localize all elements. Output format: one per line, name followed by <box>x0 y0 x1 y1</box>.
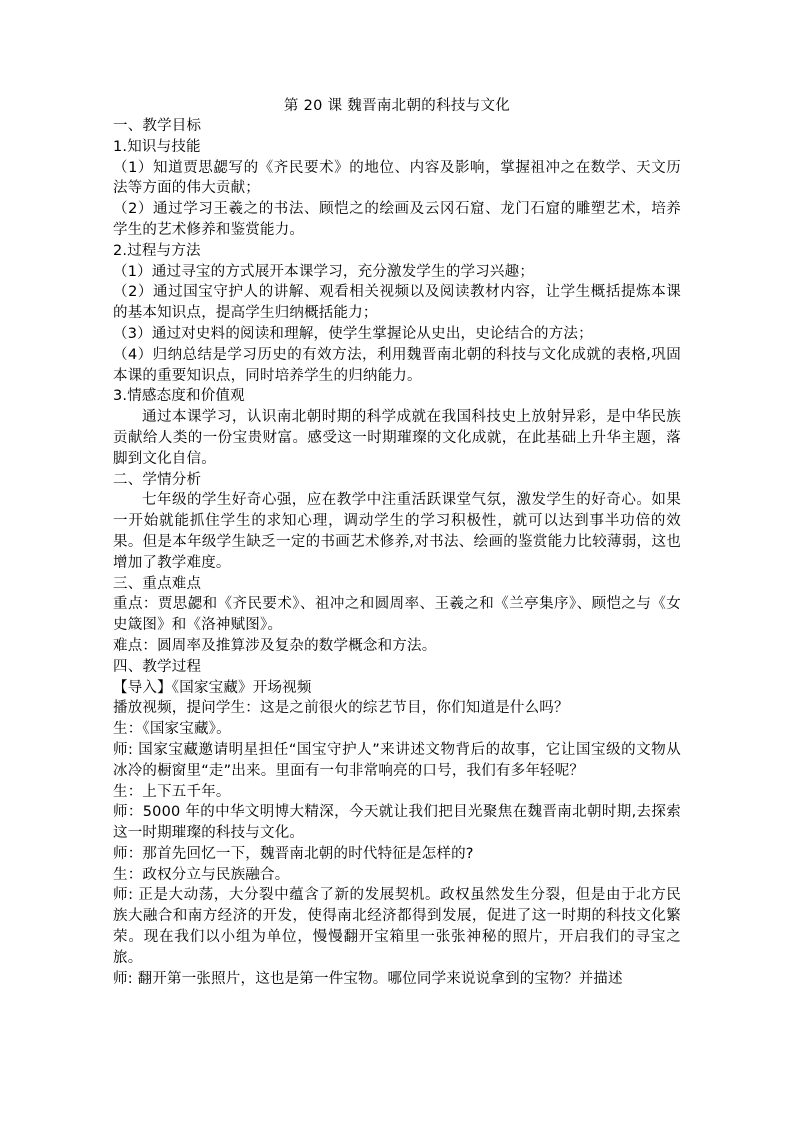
paragraph: 播放视频，提问学生：这是之前很火的综艺节目，你们知道是什么吗？ <box>113 700 569 717</box>
subheading-knowledge-skills: 1.知识与技能 <box>113 138 201 155</box>
paragraph: 师：那首先回忆一下，魏晋南北朝的时代特征是怎样的? <box>113 845 474 862</box>
paragraph: （1）通过寻宝的方式展开本课学习，充分激发学生的学习兴趣； <box>113 263 535 280</box>
paragraph: 七年级的学生好奇心强，应在教学中注重活跃课堂气氛，激发学生的好奇心。如果一开始就能抓住学生的求知心理，调动学生的学习积极性，就可以达到事半功倍的效果。但是本年级学生缺乏一定的书画艺术修养,对书法、绘画的鉴赏能力比较薄弱，这也增加了教学难度。 <box>113 492 681 571</box>
paragraph: （2）通过国宝守护人的讲解、观看相关视频以及阅读教材内容，让学生概括提炼本课的基本知识点，提高学生归纳概括能力； <box>113 284 681 322</box>
paragraph: （3）通过对史料的阅读和理解，使学生掌握论从史出，史论结合的方法； <box>113 325 593 342</box>
section-heading-teaching-goals: 一、教学目标 <box>113 118 202 134</box>
paragraph: 重点：贾思勰和《齐民要术》、祖冲之和圆周率、王羲之和《兰亭集序》、顾恺之与《女史箴图》和《洛神赋图》。 <box>113 596 681 634</box>
section-heading-key-points: 三、重点难点 <box>113 575 202 592</box>
paragraph: 师: 国家宝藏邀请明星担任“国宝守护人”来讲述文物背后的故事，它让国宝级的文物从冰冷的橱窗里“走”出来。里面有一句非常响亮的口号，我们有多年轻呢？ <box>113 741 681 779</box>
section-heading-teaching-process: 四、教学过程 <box>113 658 202 675</box>
document-page <box>113 96 681 989</box>
paragraph: 生：上下五千年。 <box>113 783 231 800</box>
document-title: 第 20 课 魏晋南北朝的科技与文化 <box>283 98 511 114</box>
paragraph: 【导入】《国家宝藏》开场视频 <box>113 679 312 696</box>
paragraph: 师: 正是大动荡，大分裂中蕴含了新的发展契机。政权虽然发生分裂，但是由于北方民族大融合和南方经济的开发，使得南北经济都得到发展，促进了这一时期的科技文化繁荣。现在我们以小组为单位，慢慢翻开宝箱里一张张神秘的照片，开启我们的寻宝之旅。 <box>113 887 681 966</box>
subheading-values: 3.情感态度和价值观 <box>113 388 245 405</box>
section-heading-student-analysis: 二、学情分析 <box>113 471 202 488</box>
paragraph: 通过本课学习，认识南北朝时期的科学成就在我国科技史上放射异彩，是中华民族贡献给人类的一份宝贵财富。感受这一时期璀璨的文化成就，在此基础上升华主题，落脚到文化自信。 <box>113 409 681 467</box>
paragraph: 难点：圆周率及推算涉及复杂的数学概念和方法。 <box>113 637 437 654</box>
subheading-process-methods: 2.过程与方法 <box>113 242 201 259</box>
paragraph: （2）通过学习王羲之的书法、顾恺之的绘画及云冈石窟、龙门石窟的雕塑艺术，培养学生的艺术修养和鉴赏能力。 <box>113 201 681 238</box>
paragraph: 生：政权分立与民族融合。 <box>113 866 290 883</box>
paragraph: 师：5000 年的中华文明博大精深，今天就让我们把目光聚焦在魏晋南北朝时期,去探索这一时期璀璨的科技与文化。 <box>113 804 681 842</box>
paragraph: 师: 翻开第一张照片，这也是第一件宝物。哪位同学来说说拿到的宝物？并描述 <box>113 970 623 987</box>
paragraph: 生：《国家宝藏》。 <box>113 721 231 738</box>
document-body <box>113 116 681 989</box>
paragraph: （4）归纳总结是学习历史的有效方法，利用魏晋南北朝的科技与文化成就的表格,巩固本课的重要知识点，同时培养学生的归纳能力。 <box>113 346 681 384</box>
paragraph: （1）知道贾思勰写的《齐民要术》的地位、内容及影响，掌握祖冲之在数学、天文历法等方面的伟大贡献； <box>113 159 681 197</box>
